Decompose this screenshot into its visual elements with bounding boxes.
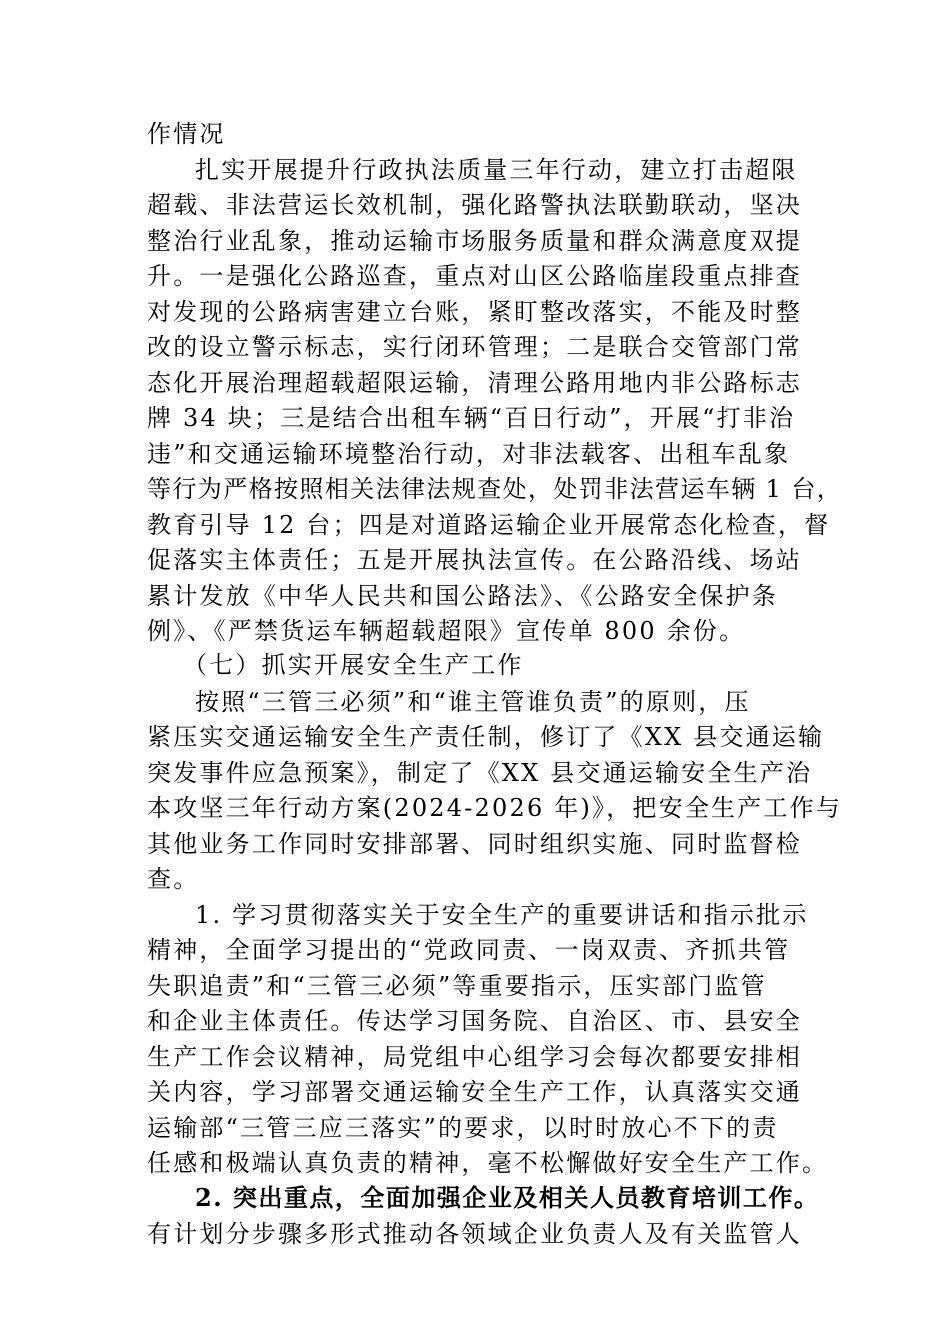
text-line: 累计发放《中华人民共和国公路法》、《公路安全保护条	[147, 582, 778, 610]
text-line: 例》、《严禁货运车辆超载超限》宣传单 800 余份。	[147, 617, 746, 645]
text-line: 生产工作会议精神，局党组中心组学习会每次都要安排相	[147, 1043, 802, 1071]
text-line: 升。一是强化公路巡查，重点对山区公路临崖段重点排查	[147, 262, 802, 290]
paragraph-start: 1. 学习贯彻落实关于安全生产的重要讲话和指示批示	[195, 901, 809, 929]
text-line: 牌 34 块；三是结合出租车辆“百日行动”，开展“打非治	[147, 404, 796, 432]
text-line: 超载、非法营运长效机制，强化路警执法联勤联动，坚决	[147, 191, 802, 219]
text-line: 违”和交通运输环境整治行动，对非法载客、出租车乱象	[147, 440, 791, 468]
text-line: 任感和极端认真负责的精神，毫不松懈做好安全生产工作。	[147, 1149, 829, 1177]
text-line: 突发事件应急预案》，制定了《XX 县交通运输安全生产治	[147, 759, 813, 787]
paragraph-start: 按照“三管三必须”和“谁主管谁负责”的原则，压	[195, 688, 751, 716]
text-line: 查。	[147, 865, 200, 893]
text-line: 对发现的公路病害建立台账，紧盯整改落实，不能及时整	[147, 298, 802, 326]
text-line: 促落实主体责任；五是开展执法宣传。在公路沿线、场站	[147, 546, 802, 574]
text-line: 其他业务工作同时安排部署、同时组织实施、同时监督检	[147, 830, 802, 858]
bold-subheading: 2. 突出重点，全面加强企业及相关人员教育培训工作。	[195, 1183, 820, 1212]
text-line: 教育引导 12 台；四是对道路运输企业开展常态化检查，督	[147, 511, 831, 539]
text-line: 本攻坚三年行动方案(2024-2026 年)》，把安全生产工作与	[147, 794, 843, 822]
text-line: 和企业主体责任。传达学习国务院、自治区、市、县安全	[147, 1007, 802, 1035]
text-line: 关内容，学习部署交通运输安全生产工作，认真落实交通	[147, 1078, 802, 1106]
text-line: 失职追责”和“三管三必须”等重要指示，压实部门监管	[147, 972, 767, 1000]
text-line: 运输部“三管三应三落实”的要求，以时时放心不下的责	[147, 1114, 779, 1142]
paragraph-start: 扎实开展提升行政执法质量三年行动，建立打击超限	[195, 156, 798, 184]
text-line: 作情况	[147, 120, 226, 148]
text-line: 整治行业乱象，推动运输市场服务质量和群众满意度双提	[147, 227, 802, 255]
text-line: 等行为严格按照相关法律法规查处，处罚非法营运车辆 1 台，	[147, 475, 843, 503]
text-line: 精神，全面学习提出的“党政同责、一岗双责、齐抓共管	[147, 936, 791, 964]
section-heading: （七）抓实开展安全生产工作	[183, 651, 524, 679]
text-line: 有计划分步骤多形式推动各领域企业负责人及有关监管人	[147, 1220, 802, 1248]
text-line: 态化开展治理超载超限运输，清理公路用地内非公路标志	[147, 369, 802, 397]
text-line: 改的设立警示标志，实行闭环管理；二是联合交管部门常	[147, 333, 802, 361]
text-line: 紧压实交通运输安全生产责任制，修订了《XX 县交通运输	[147, 723, 825, 751]
